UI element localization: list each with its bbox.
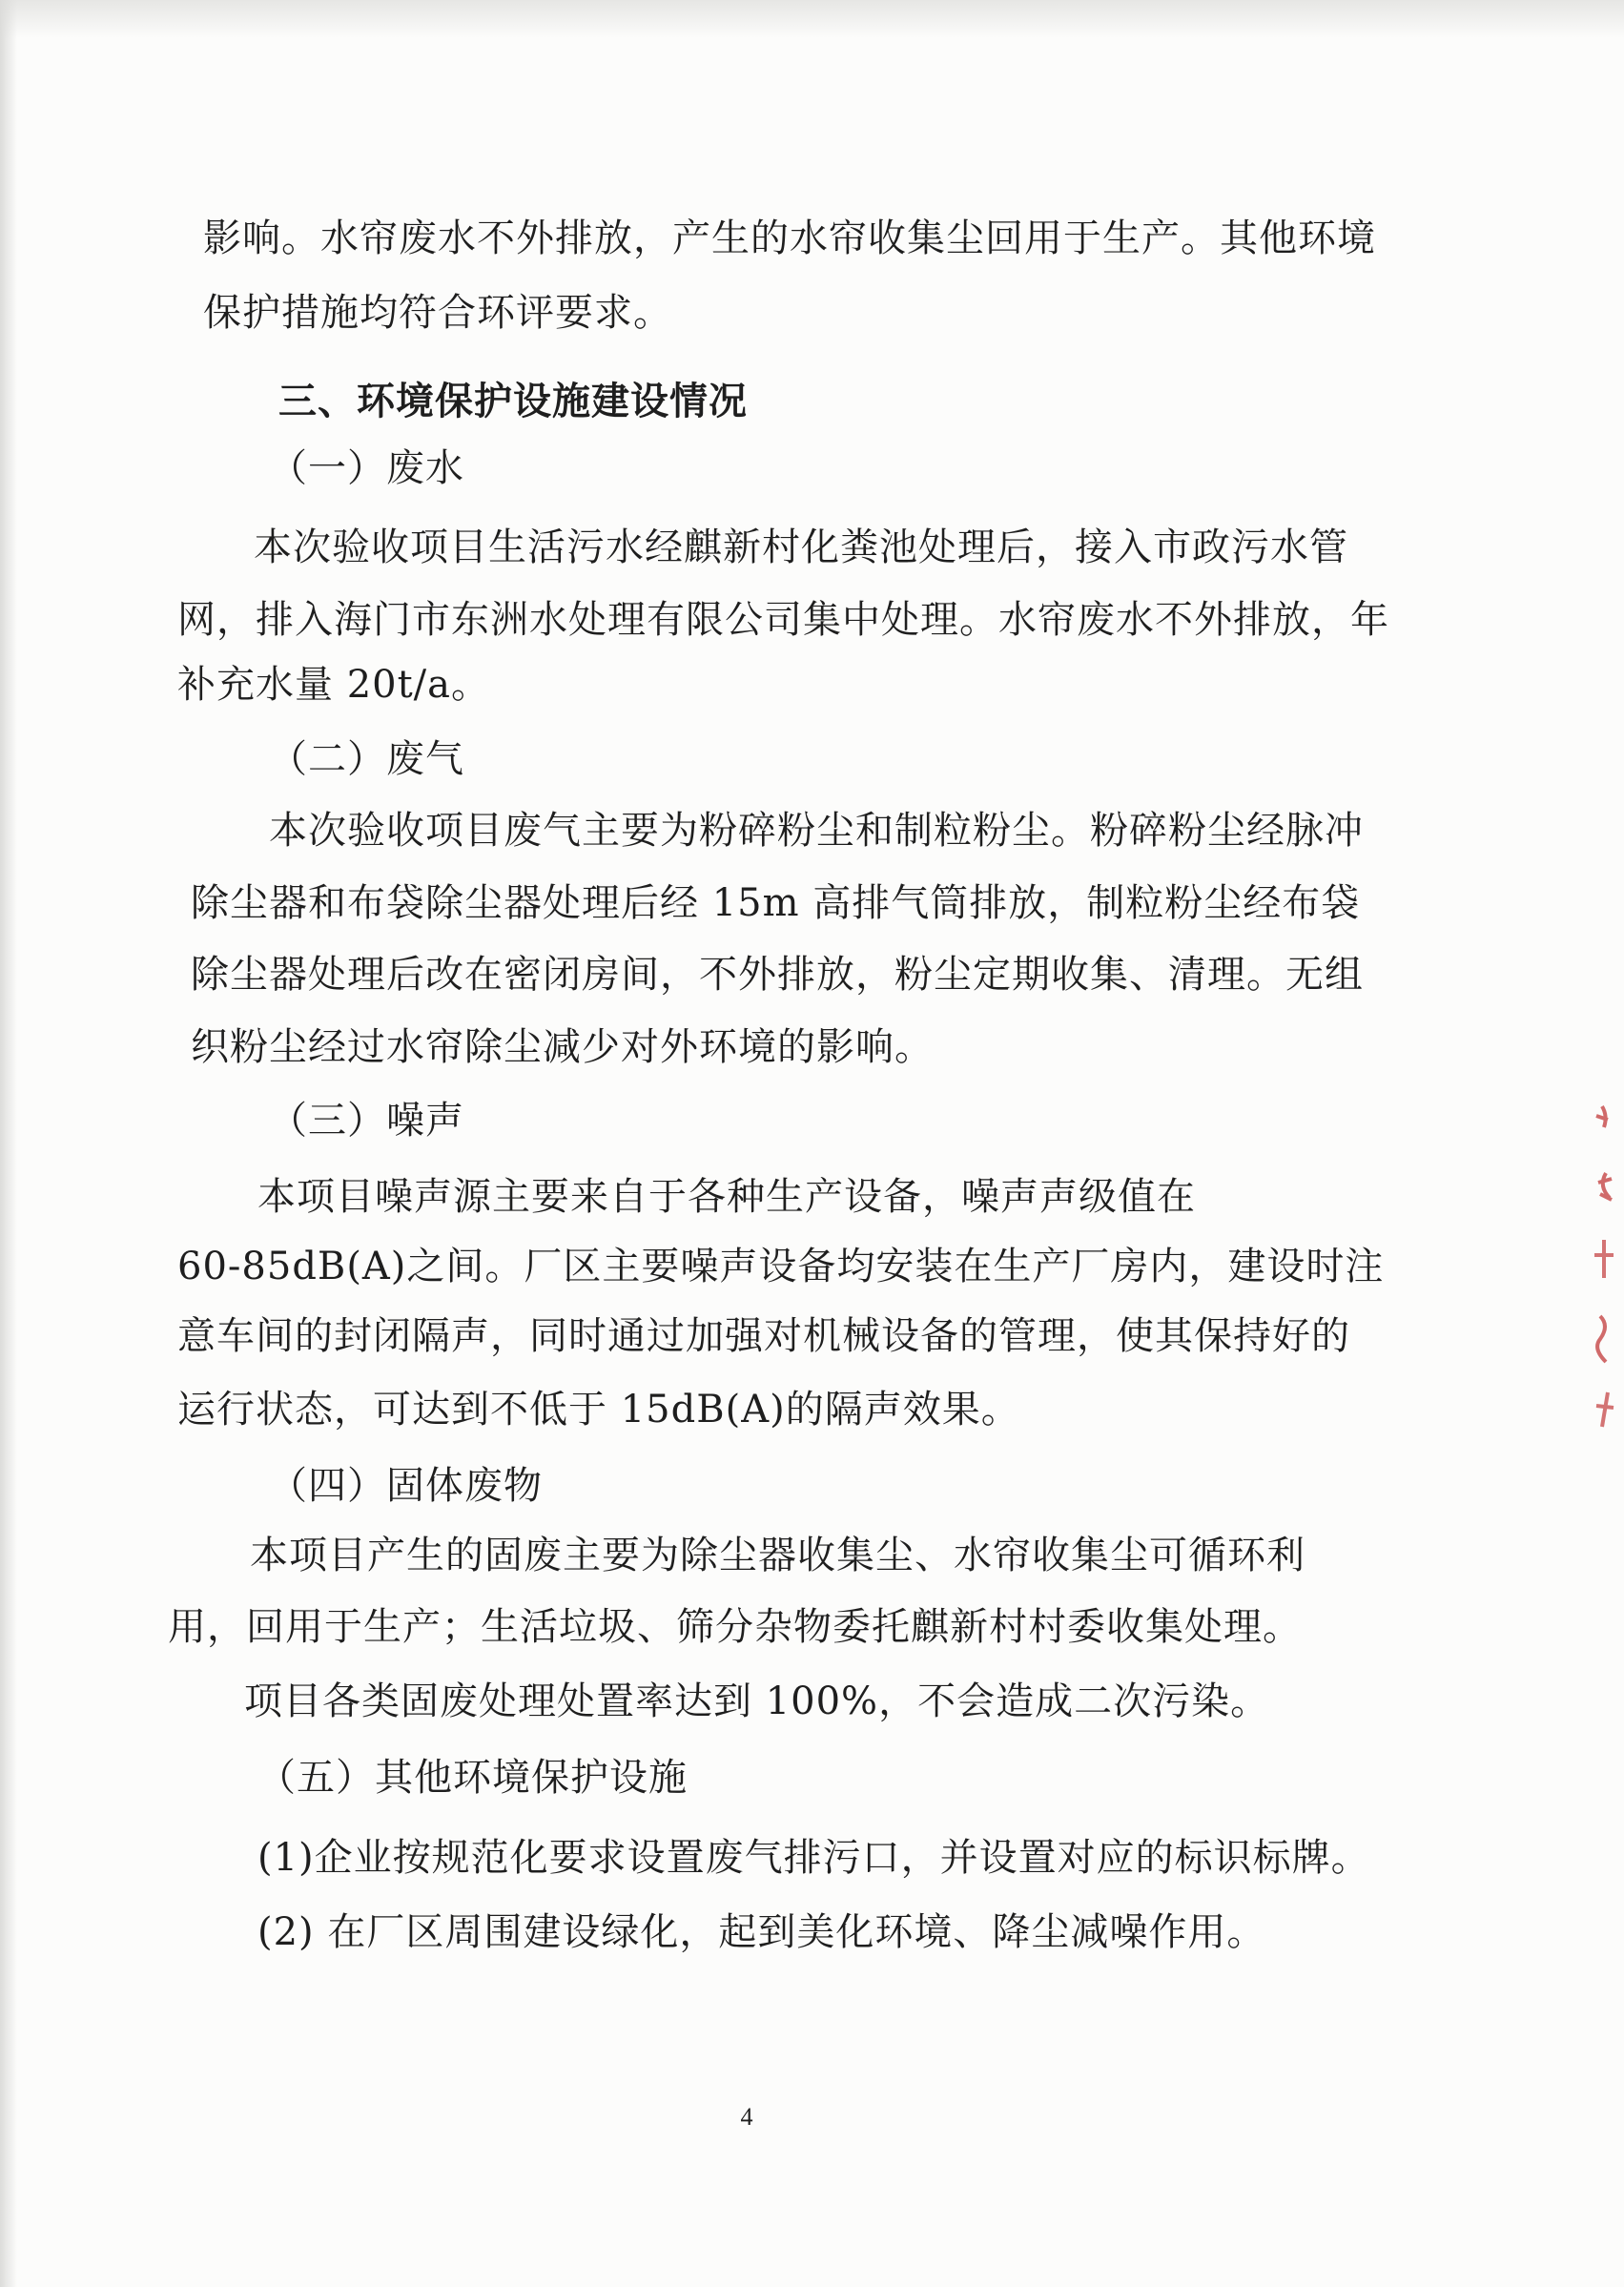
paragraph-line: 本次验收项目废气主要为粉碎粉尘和制粒粉尘。粉碎粉尘经脉冲 [269, 809, 1364, 853]
paragraph-line: 60-85dB(A)之间。厂区主要噪声设备均安装在生产厂房内，建设时注 [177, 1245, 1385, 1288]
paragraph-line: 织粉尘经过水帘除尘减少对外环境的影响。 [191, 1025, 934, 1069]
paragraph-line: 本次验收项目生活污水经麒新村化粪池处理后，接入市政污水管 [254, 525, 1348, 569]
paragraph-line: 用，回用于生产；生活垃圾、筛分杂物委托麒新村村委收集处理。 [168, 1605, 1302, 1649]
paragraph-line: 意车间的封闭隔声，同时通过加强对机械设备的管理，使其保持好的 [177, 1314, 1350, 1358]
subsection-heading-noise: （三）噪声 [269, 1099, 464, 1143]
scan-shadow-left [0, 0, 17, 2287]
subsection-heading-solid-waste: （四）固体废物 [269, 1464, 543, 1508]
paragraph-line: 项目各类固废处理处置率达到 100%，不会造成二次污染。 [244, 1679, 1270, 1723]
subsection-heading-wastewater: （一）废水 [269, 446, 464, 490]
paragraph-line: 本项目噪声源主要来自于各种生产设备，噪声声级值在 [257, 1175, 1196, 1219]
paragraph-line: 网，排入海门市东洲水处理有限公司集中处理。水帘废水不外排放，年 [177, 598, 1389, 642]
partial-seal-mark [1583, 1087, 1624, 1450]
subsection-heading-exhaust-gas: （二）废气 [269, 737, 464, 781]
list-item: (2) 在厂区周围建设绿化，起到美化环境、降尘减噪作用。 [257, 1910, 1266, 1954]
subsection-heading-other-facilities: （五）其他环境保护设施 [257, 1756, 688, 1800]
body-line-continuation: 保护措施均符合环评要求。 [203, 291, 672, 335]
scan-shadow-top [0, 0, 1624, 38]
paragraph-line: 除尘器和布袋除尘器处理后经 15m 高排气筒排放，制粒粉尘经布袋 [191, 881, 1361, 925]
list-item: (1)企业按规范化要求设置废气排污口，并设置对应的标识标牌。 [257, 1836, 1370, 1880]
paragraph-line: 除尘器处理后改在密闭房间，不外排放，粉尘定期收集、清理。无组 [191, 953, 1364, 997]
body-line-continuation: 影响。水帘废水不外排放，产生的水帘收集尘回用于生产。其他环境 [203, 216, 1376, 260]
section-heading: 三、环境保护设施建设情况 [278, 379, 748, 423]
paragraph-line: 补充水量 20t/a。 [177, 663, 491, 707]
paragraph-line: 运行状态，可达到不低于 15dB(A)的隔声效果。 [177, 1388, 1020, 1432]
page-number: 4 [740, 2103, 753, 2131]
paragraph-line: 本项目产生的固废主要为除尘器收集尘、水帘收集尘可循环利 [250, 1534, 1305, 1577]
